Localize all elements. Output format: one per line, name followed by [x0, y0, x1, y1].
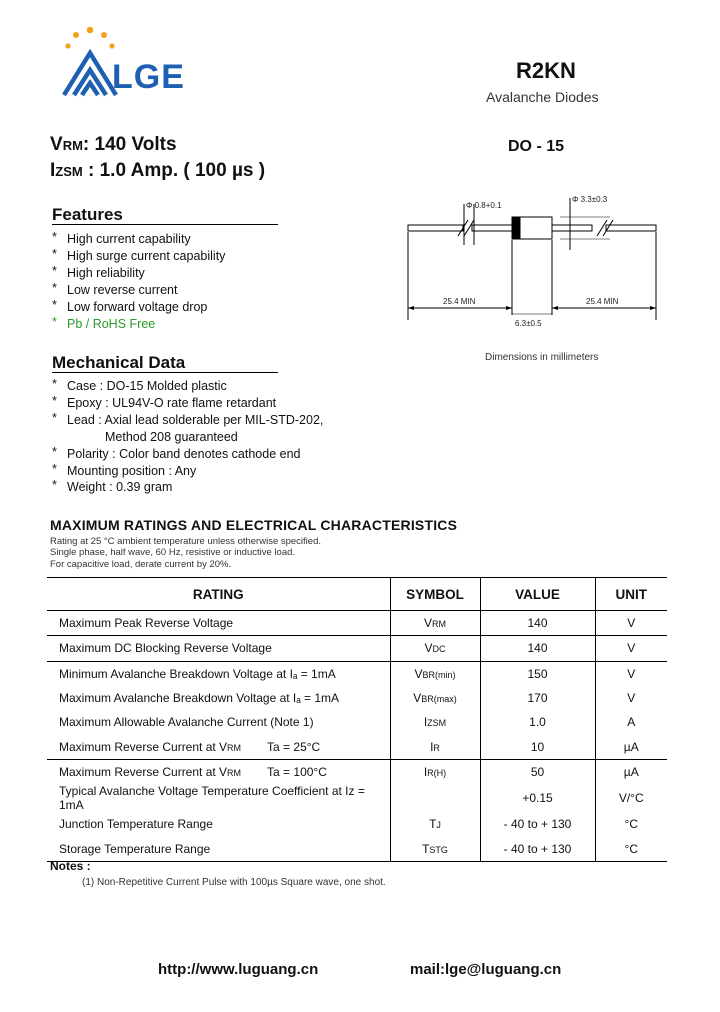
- list-item: * Case : DO-15 Molded plastic: [52, 378, 323, 395]
- unit-cell: V/°C: [595, 784, 667, 812]
- left-lead-inner: [472, 225, 512, 231]
- table-row: [47, 636, 667, 661]
- value-cell: 140: [480, 636, 595, 661]
- rating-cell: Minimum Avalanche Breakdown Voltage at Iₐ = 1mA: [59, 666, 336, 681]
- rohs-item: * Pb / RoHS Free: [52, 316, 225, 333]
- features-underline: [52, 224, 278, 225]
- table-row: [47, 784, 667, 812]
- rating-cell: Typical Avalanche Voltage Temperature Coefficient at Iz = 1mA: [59, 784, 365, 813]
- list-item: * Mounting position : Any: [52, 463, 323, 480]
- right-lead-length-label: 25.4 MIN: [586, 297, 619, 306]
- right-lead-inner: [552, 225, 592, 231]
- rating-cell: Maximum Allowable Avalanche Current (Note 1): [59, 715, 314, 730]
- header-rating: RATING: [47, 578, 390, 611]
- cathode-band: [512, 217, 520, 239]
- unit-cell: V: [595, 611, 667, 636]
- footer-website-link[interactable]: http://www.luguang.cn: [158, 961, 319, 978]
- rating-cell: Junction Temperature Range: [59, 817, 213, 832]
- package-diagram: [400, 190, 665, 330]
- value-cell: 50: [480, 759, 595, 784]
- brand-logo-text: LGE: [112, 58, 185, 96]
- package-label: DO - 15: [508, 138, 565, 155]
- table-row: [47, 836, 667, 861]
- notes-title: Notes :: [50, 859, 91, 873]
- logo-mark: [60, 25, 120, 101]
- list-item: * Epoxy : UL94V-O rate flame retardant: [52, 395, 323, 412]
- left-lead: [408, 225, 463, 231]
- list-item: * Polarity : Color band denotes cathode end: [52, 446, 323, 463]
- symbol-cell: [390, 784, 480, 812]
- right-lead: [606, 225, 656, 231]
- table-row: [47, 734, 667, 759]
- table-row: [47, 812, 667, 836]
- body-diameter-label: Φ 3.3±0.3: [572, 195, 608, 204]
- list-item: * High surge current capability: [52, 248, 225, 265]
- mechanical-title: Mechanical Data: [52, 353, 186, 372]
- symbol-cell: VBR(max): [390, 686, 480, 710]
- header-value: VALUE: [480, 578, 595, 611]
- unit-cell: V: [595, 636, 667, 661]
- value-cell: - 40 to + 130: [480, 812, 595, 836]
- unit-cell: °C: [595, 812, 667, 836]
- list-item: * Low forward voltage drop: [52, 299, 225, 316]
- rating-cell: Storage Temperature Range: [47, 836, 390, 861]
- unit-cell: V: [595, 661, 667, 686]
- unit-cell: µA: [595, 759, 667, 784]
- symbol-cell: VBR(min): [390, 661, 480, 686]
- vrm-spec: VRM: 140 Volts: [50, 134, 177, 155]
- symbol-cell: IR(H): [390, 759, 480, 784]
- rating-cell: Maximum Peak Reverse Voltage: [47, 611, 390, 636]
- list-item-continuation: Method 208 guaranteed: [105, 429, 238, 444]
- izsm-spec: IZSM : 1.0 Amp. ( 100 µs ): [50, 160, 266, 181]
- header-symbol: SYMBOL: [390, 578, 480, 611]
- ratings-note-2: Single phase, half wave, 60 Hz, resistive or inductive load.: [50, 547, 296, 558]
- rating-cell: Maximum Reverse Current at VRM Ta = 25°C: [47, 734, 390, 759]
- unit-cell: V: [595, 686, 667, 710]
- rating-cell: Maximum Reverse Current at VRM Ta = 100°C: [59, 764, 327, 779]
- unit-cell: µA: [595, 734, 667, 759]
- ratings-title: MAXIMUM RATINGS AND ELECTRICAL CHARACTERISTICS: [50, 517, 458, 533]
- value-cell: 140: [480, 611, 595, 636]
- dimensions-caption: Dimensions in millimeters: [485, 352, 599, 363]
- header-unit: UNIT: [595, 578, 667, 611]
- unit-cell: °C: [595, 836, 667, 861]
- table-header-row: [47, 578, 667, 611]
- product-subtitle: Avalanche Diodes: [486, 89, 599, 105]
- symbol-cell: VRM: [390, 611, 480, 636]
- footer-email-link[interactable]: mail:lge@luguang.cn: [410, 961, 562, 978]
- table-row: [47, 710, 667, 734]
- features-list: [52, 231, 225, 332]
- table-row: [47, 686, 667, 710]
- note-1: (1) Non-Repetitive Current Pulse with 100µs Square wave, one shot.: [82, 877, 386, 888]
- left-lead-length-label: 25.4 MIN: [443, 297, 476, 306]
- mechanical-underline: [52, 372, 278, 373]
- value-cell: 170: [480, 686, 595, 710]
- symbol-cell: TJ: [390, 812, 480, 836]
- value-cell: +0.15: [480, 784, 595, 812]
- mechanical-list: [52, 378, 323, 496]
- ratings-table: [47, 577, 667, 862]
- value-cell: 10: [480, 734, 595, 759]
- symbol-cell: IR: [390, 734, 480, 759]
- list-item: * High current capability: [52, 231, 225, 248]
- value-cell: - 40 to + 130: [480, 836, 595, 861]
- table-row: [47, 759, 667, 784]
- list-item: * High reliability: [52, 265, 225, 282]
- list-item: * Weight : 0.39 gram: [52, 479, 323, 496]
- list-item: * Lead : Axial lead solderable per MIL-STD-202,: [52, 412, 323, 429]
- list-item: * Low reverse current: [52, 282, 225, 299]
- body-length-label: 6.3±0.5: [515, 319, 542, 328]
- value-cell: 150: [480, 661, 595, 686]
- table-row: [47, 611, 667, 636]
- rating-cell: Maximum DC Blocking Reverse Voltage: [47, 636, 390, 661]
- symbol-cell: VDC: [390, 636, 480, 661]
- table-row: [47, 661, 667, 686]
- symbol-cell: IZSM: [390, 710, 480, 734]
- rating-cell: Maximum Avalanche Breakdown Voltage at Iₐ = 1mA: [59, 691, 340, 706]
- part-number: R2KN: [516, 58, 576, 83]
- symbol-cell: TSTG: [390, 836, 480, 861]
- unit-cell: A: [595, 710, 667, 734]
- ratings-note-3: For capacitive load, derate current by 20%.: [50, 559, 232, 570]
- ratings-note-1: Rating at 25 °C ambient temperature unless otherwise specified.: [50, 536, 321, 547]
- features-title: Features: [52, 205, 123, 224]
- value-cell: 1.0: [480, 710, 595, 734]
- lead-diameter-label: Φ 0.8+0.1: [466, 201, 502, 210]
